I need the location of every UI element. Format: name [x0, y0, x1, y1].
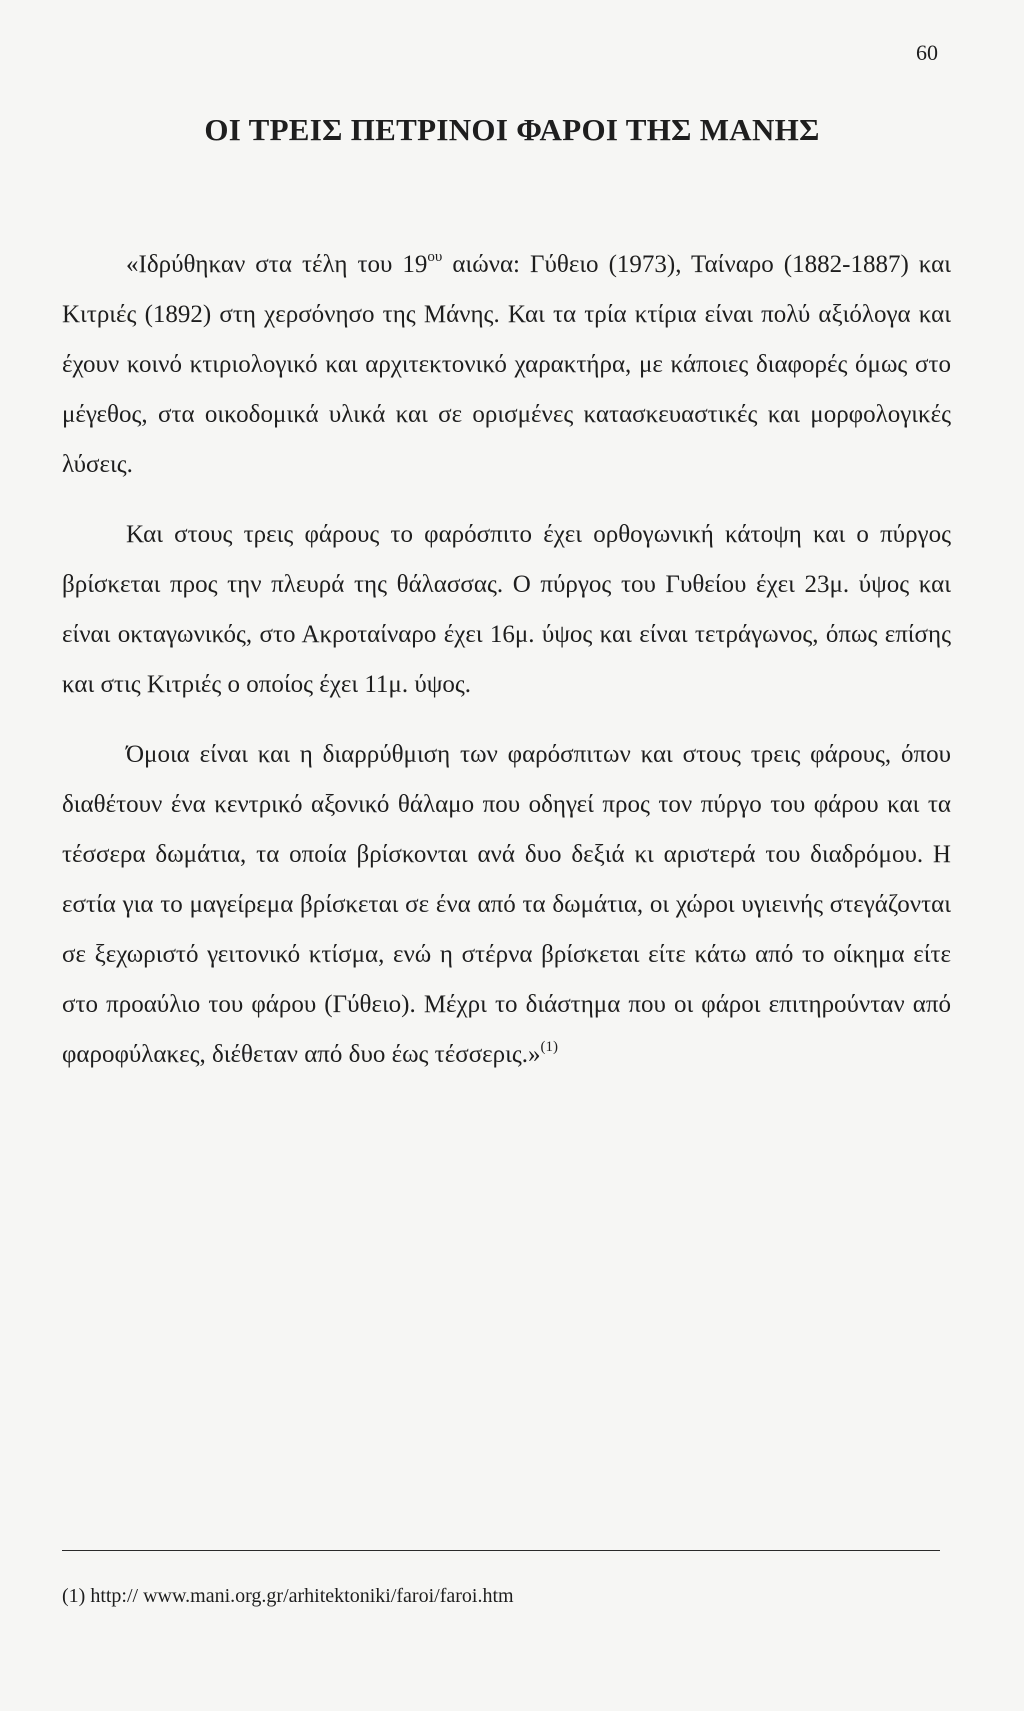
body-text: [62, 240, 951, 1100]
ordinal-superscript: ου: [427, 248, 443, 265]
paragraph-1-start: «Ιδρύθηκαν στα τέλη του 19: [126, 251, 428, 278]
footnote-reference: (1): [540, 1038, 559, 1055]
footnote: (1) http:// www.mani.org.gr/arhitektoniki/faroi/faroi.htm: [62, 1585, 514, 1607]
paragraph-1: [62, 240, 951, 490]
paragraph-1-rest: αιώνα: Γύθειο (1973), Ταίναρο (1882-1887) και Κιτριές (1892) στη χερσόνησο της Μάνης. Και τα τρία κτίρια είναι πολύ αξιόλογα και έχουν κοινό κτιριολογικό και αρχιτεκτονικό χαρακτήρα, με κάποιες διαφορές όμως στο μέγεθος, στα οικοδομικά υλικά και σε ορισμένες κατασκευαστικές και μορφολογικές λύσεις.: [62, 251, 951, 478]
paragraph-2: Και στους τρεις φάρους το φαρόσπιτο έχει ορθογωνική κάτοψη και ο πύργος βρίσκεται προς την πλευρά της θάλασσας. Ο πύργος του Γυθείου έχει 23μ. ύψος και είναι οκταγωνικός, στο Ακροταίναρο έχει 16μ. ύψος και είναι τετράγωνος, όπως επίσης και στις Κιτριές ο οποίος έχει 11μ. ύψος.: [62, 521, 951, 698]
page-number: 60: [916, 40, 938, 65]
page-title: ΟΙ ΤΡΕΙΣ ΠΕΤΡΙΝΟΙ ΦΑΡΟΙ ΤΗΣ ΜΑΝΗΣ: [204, 112, 820, 147]
footnote-divider: [62, 1550, 940, 1551]
paragraph-3-text: Όμοια είναι και η διαρρύθμιση των φαρόσπιτων και στους τρεις φάρους, όπου διαθέτουν ένα κεντρικό αξονικό θάλαμο που οδηγεί προς τον πύργο του φάρου και τα τέσσερα δωμάτια, τα οποία βρίσκονται ανά δυο δεξιά κι αριστερά του διαδρόμου. Η εστία για το μαγείρεμα βρίσκεται σε ένα από τα δωμάτια, οι χώροι υγιεινής στεγάζονται σε ξεχωριστό γειτονικό κτίσμα, ενώ η στέρνα βρίσκεται είτε κάτω από το οίκημα είτε στο προαύλιο του φάρου (Γύθειο). Μέχρι το διάστημα που οι φάροι επιτηρούνταν από φαροφύλακες, διέθεταν από δυο έως τέσσερις.»: [62, 741, 951, 1068]
paragraph-3: [62, 730, 951, 1080]
